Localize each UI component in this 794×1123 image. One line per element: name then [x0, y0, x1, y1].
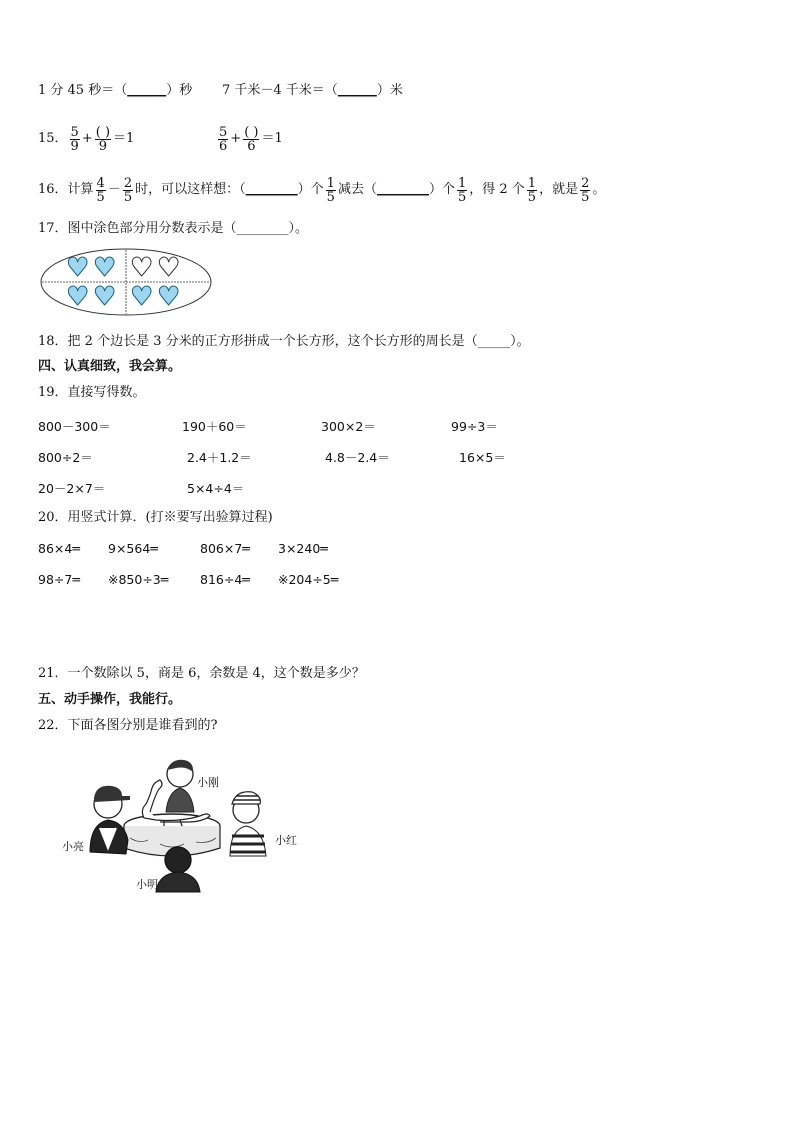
heart-filled-icon: ♥: [93, 253, 117, 283]
question-number: 15．: [38, 131, 68, 146]
conv-meters-label: 7 千米－4 千米＝（: [222, 83, 338, 98]
answer-blank-meters[interactable]: ______: [337, 83, 377, 98]
q16-text: ）个: [428, 182, 455, 197]
heart-filled-icon: ♥: [93, 282, 117, 312]
heart-filled-icon: ♥: [66, 282, 90, 312]
question-21: 21．一个数除以 5，商是 6，余数是 4，这个数是多少？: [38, 666, 365, 681]
answer-blank[interactable]: ________: [376, 182, 429, 197]
question-20: 20．用竖式计算．(打※要写出验算过程): [38, 510, 273, 525]
minus-sign: －: [107, 182, 121, 197]
fraction: $\frac{1}{5}$: [326, 175, 335, 205]
calc-item: 2.4＋1.2＝: [187, 450, 252, 465]
name-top: 小刚: [197, 776, 219, 789]
heart-empty-icon: ♥: [157, 253, 181, 283]
fraction: $\frac{4}{5}$: [96, 175, 105, 205]
question-18: 18．把 2 个边长是 3 分米的正方形拼成一个长方形，这个长方形的周长是（_____）。: [38, 334, 530, 349]
question-22: 22．下面各图分别是谁看到的?: [38, 718, 218, 733]
vertical-calc-item: 806×7═: [200, 541, 250, 556]
answer-blank[interactable]: ________: [245, 182, 298, 197]
q16-prefix: 16．计算: [38, 182, 94, 197]
fraction-blank[interactable]: $\frac{( )}{6}$: [244, 124, 259, 154]
calc-item: 300×2＝: [321, 419, 376, 434]
heart-filled-icon: ♥: [66, 253, 90, 283]
calc-item: 4.8－2.4＝: [325, 450, 390, 465]
fraction: $\frac{2}{5}$: [581, 175, 590, 205]
fraction: $\frac{5}{6}$: [219, 124, 228, 154]
plus-sign: +: [230, 131, 242, 146]
q16-text: ，得 2 个: [469, 182, 525, 197]
kids-around-table-picture: [60, 752, 310, 900]
vertical-calc-item: 86×4═: [38, 541, 80, 556]
calc-item: 99÷3＝: [451, 419, 498, 434]
name-right: 小红: [275, 834, 297, 847]
vertical-calc-item: ※850÷3═: [108, 572, 169, 587]
question-16: [38, 174, 605, 206]
vertical-calc-item: 9×564═: [108, 541, 158, 556]
question-19: 19．直接写得数。: [38, 385, 146, 400]
q16-text: 。: [592, 182, 606, 197]
heart-empty-icon: ♥: [130, 253, 154, 283]
q16-text: ）个: [297, 182, 324, 197]
section-5-heading: 五、动手操作，我能行。: [38, 692, 182, 707]
question-15-eq2: [216, 124, 283, 154]
hearts-ellipse-figure: [40, 248, 212, 316]
question-15: [38, 124, 134, 154]
calc-item: 800÷2＝: [38, 450, 93, 465]
q16-text: 减去（: [337, 182, 377, 197]
line-unit-conversion-2: [222, 83, 403, 99]
fraction-blank[interactable]: $\frac{( )}{9}$: [95, 124, 111, 154]
conv-seconds-unit: ）秒: [166, 83, 193, 98]
calc-item: 800－300＝: [38, 419, 111, 434]
fraction: $\frac{5}{9}$: [70, 124, 79, 154]
question-17: 17．图中涂色部分用分数表示是（________）。: [38, 221, 309, 236]
calc-item: 190＋60＝: [182, 419, 247, 434]
line-unit-conversion: [38, 83, 192, 99]
vertical-calc-item: ※204÷5═: [278, 572, 339, 587]
vertical-calc-item: 98÷7═: [38, 572, 80, 587]
name-left: 小亮: [62, 840, 84, 853]
answer-blank-seconds[interactable]: ______: [127, 83, 167, 98]
fraction: $\frac{1}{5}$: [457, 175, 467, 205]
vertical-calc-item: 816÷4═: [200, 572, 250, 587]
name-bottom: 小明: [136, 878, 158, 891]
conv-seconds-label: 1 分 45 秒＝（: [38, 83, 128, 98]
equals-one: ＝1: [261, 131, 283, 146]
heart-filled-icon: ♥: [157, 282, 181, 312]
calc-item: 20－2×7＝: [38, 481, 106, 496]
q16-text: 时，可以这样想：（: [135, 182, 246, 197]
kids-illustration: [60, 752, 310, 900]
plus-sign: +: [81, 131, 93, 146]
conv-meters-unit: ）米: [376, 83, 403, 98]
q16-text: ，就是: [539, 182, 579, 197]
calc-item: 5×4÷4＝: [187, 481, 245, 496]
section-4-heading: 四、认真细致，我会算。: [38, 359, 182, 374]
calc-item: 16×5＝: [459, 450, 506, 465]
fraction: $\frac{1}{5}$: [527, 175, 537, 205]
heart-filled-icon: ♥: [130, 282, 154, 312]
equals-one: ＝1: [113, 131, 135, 146]
vertical-calc-item: 3×240═: [278, 541, 328, 556]
fraction: $\frac{2}{5}$: [123, 175, 133, 205]
